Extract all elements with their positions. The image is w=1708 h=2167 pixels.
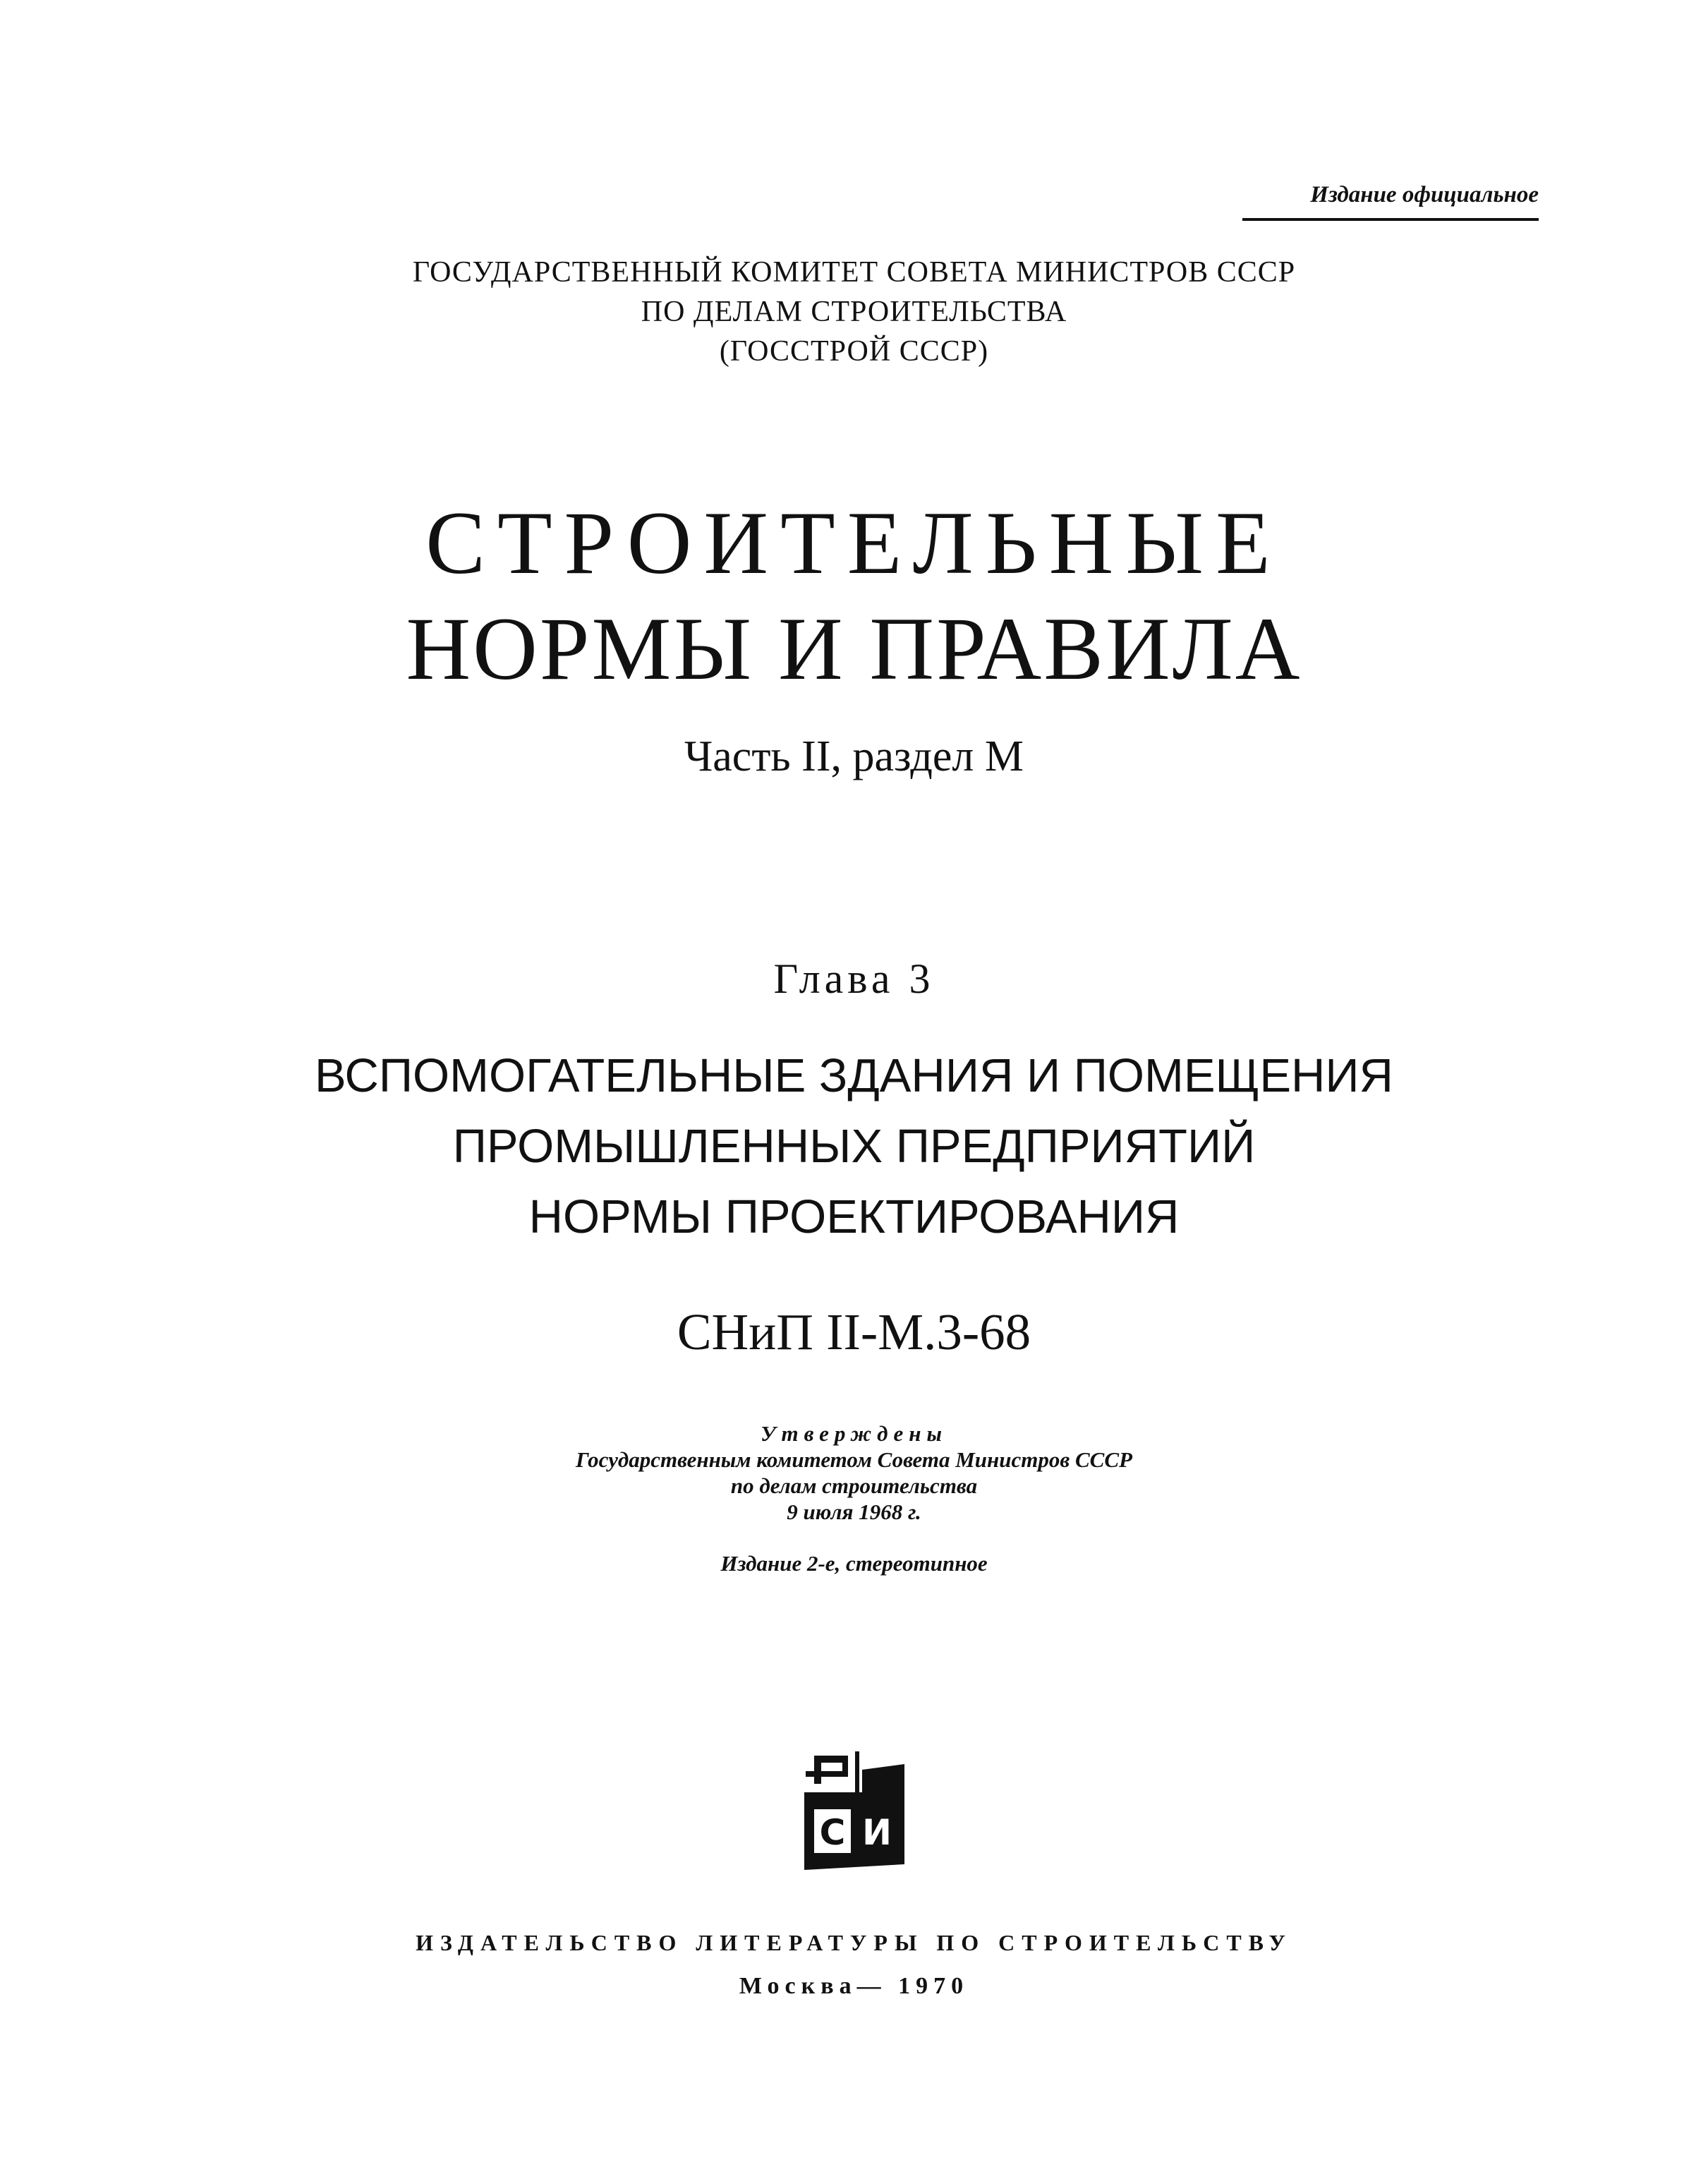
chapter-title-line-2: ПРОМЫШЛЕННЫХ ПРЕДПРИЯТИЙ: [452, 1120, 1256, 1173]
title-line-2: НОРМЫ И ПРАВИЛА: [406, 600, 1302, 699]
part-section: Часть II, раздел М: [684, 732, 1024, 780]
committee-line-1: ГОСУДАРСТВЕННЫЙ КОМИТЕТ СОВЕТА МИНИСТРОВ СССР: [412, 256, 1296, 289]
approval-block: [0, 1420, 1708, 1525]
document-code: СНиП II-М.3-68: [677, 1303, 1031, 1360]
chapter-label: Глава 3: [773, 955, 935, 1002]
publisher-name: ИЗДАТЕЛЬСТВО ЛИТЕРАТУРЫ ПО СТРОИТЕЛЬСТВУ: [416, 1930, 1292, 1955]
approval-line-1: Утверждены: [760, 1421, 948, 1446]
logo-letter-s: С: [819, 1812, 846, 1853]
committee-line-3: (ГОССТРОЙ СССР): [719, 335, 989, 368]
edition-note: Издание 2-е, стереотипное: [720, 1551, 988, 1576]
chapter-title-line-1: ВСПОМОГАТЕЛЬНЫЕ ЗДАНИЯ И ПОМЕЩЕНИЯ: [315, 1049, 1393, 1102]
logo-letter-i: И: [862, 1812, 892, 1853]
approval-line-3: по делам строительства: [730, 1473, 978, 1498]
document-title: [0, 490, 1708, 702]
committee-header: [0, 253, 1708, 371]
official-edition-note: Издание официальное: [1242, 182, 1539, 221]
chapter-title-line-3: НОРМЫ ПРОЕКТИРОВАНИЯ: [528, 1190, 1180, 1243]
title-line-1: СТРОИТЕЛЬНЫЕ: [425, 494, 1283, 593]
chapter-title: [0, 1041, 1708, 1252]
approval-line-4: 9 июля 1968 г.: [787, 1499, 921, 1524]
committee-line-2: ПО ДЕЛАМ СТРОИТЕЛЬСТВА: [641, 296, 1067, 328]
approval-line-2: Государственным комитетом Совета Министров СССР: [576, 1447, 1132, 1472]
city-year: Москва— 1970: [739, 1973, 969, 1999]
si-publisher-logo-icon: [799, 1750, 908, 1873]
